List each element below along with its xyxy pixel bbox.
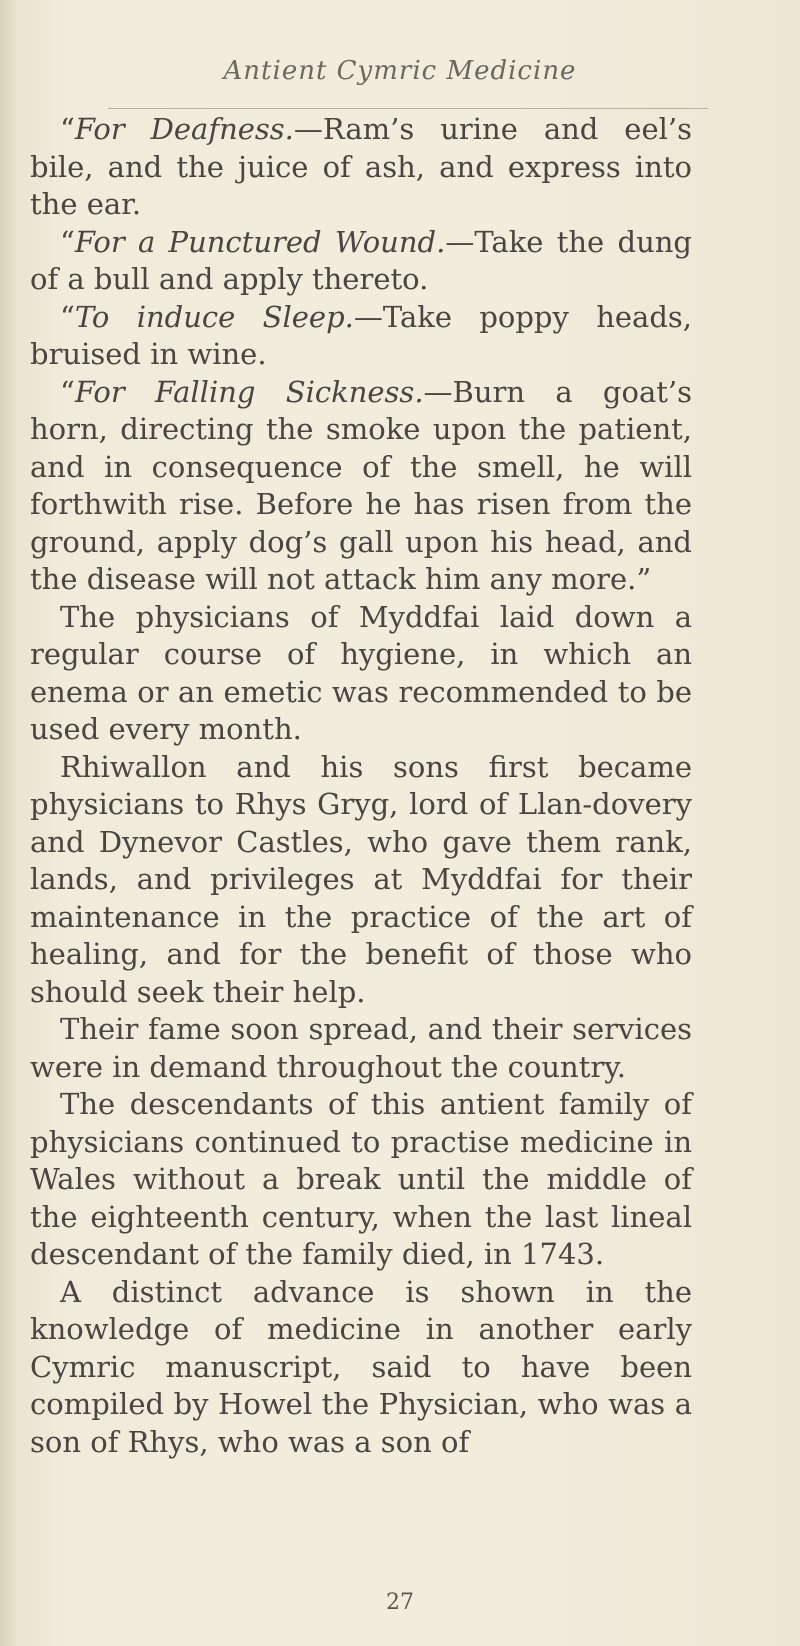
remedy-body: —Take poppy heads, bruised in wine. <box>30 299 692 371</box>
remedy-title: To induce Sleep. <box>74 299 354 334</box>
body-text <box>30 111 692 1461</box>
page-number: 27 <box>386 1590 414 1615</box>
paragraph-fame: Their fame soon spread, and their services were in demand throughout the country. <box>30 1012 692 1084</box>
remedy-falling-sickness <box>30 374 692 599</box>
remedy-sleep <box>30 299 692 374</box>
paragraph-descendants: The descendants of this antient family of physicians continued to practise medicine in Wales without a break until the middle of the eighteenth century, when the last lineal descendant of the family died, in 1743. <box>30 1087 692 1271</box>
remedy-body: —Burn a goat’s horn, directing the smoke upon the patient, and in consequence of the smell, he will forthwith rise. Before he has risen from the ground, apply dog’s gall upon his head, and the disease will not attack him any more.” <box>30 374 692 596</box>
header-rule <box>108 108 708 109</box>
open-quote: “ <box>60 224 75 259</box>
paragraph-hygiene: The physicians of Myddfai laid down a regular course of hygiene, in which an enema or an emetic was recommended to be used every month. <box>30 599 692 746</box>
remedy-body: —Take the dung of a bull and apply thereto. <box>30 224 692 296</box>
remedy-body: —Ram’s urine and eel’s bile, and the juice of ash, and express into the ear. <box>30 112 692 221</box>
remedy-title: For a Punctured Wound. <box>74 224 446 259</box>
gutter-shadow <box>0 0 18 1646</box>
open-quote: “ <box>60 374 75 409</box>
paragraph-rhiwallon: Rhiwallon and his sons first became physicians to Rhys Gryg, lord of Llan-dovery and Dynevor Castles, who gave them rank, lands, and privileges at Myddfai for their maintenance in the practice of the art of healing, and for the benefit of those who should seek their help. <box>30 749 692 1009</box>
open-quote: “ <box>60 112 75 146</box>
paragraph-advance: A distinct advance is shown in the knowledge of medicine in another early Cymric manuscript, said to have been compiled by Howel the Physician, who was a son of Rhys, who was a son of <box>30 1274 692 1459</box>
running-head: Antient Cymric Medicine <box>223 56 577 86</box>
open-quote: “ <box>60 299 75 334</box>
remedy-title: For Falling Sickness. <box>74 374 424 409</box>
remedy-deafness <box>30 111 692 224</box>
remedy-punctured-wound <box>30 224 692 299</box>
remedy-title: For Deafness. <box>74 112 294 146</box>
